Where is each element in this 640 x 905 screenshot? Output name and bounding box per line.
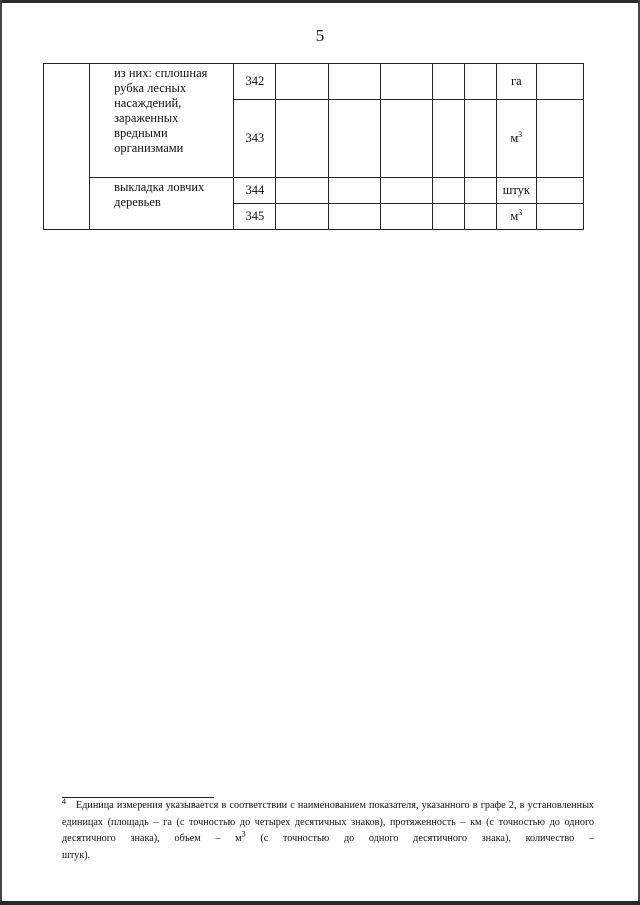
unit-label: штук: [502, 183, 530, 197]
value-cell: [464, 100, 496, 178]
indicator-name: из них: сплошная рубка лесных насаждений, зараженных вредными организмами: [90, 64, 234, 178]
scan-border-left: [0, 0, 2, 905]
value-cell: [380, 204, 432, 230]
scan-border-top: [0, 0, 640, 3]
value-cell: [328, 178, 380, 204]
unit-label: га: [510, 74, 522, 88]
footnote-line: в установленных единицах (площадь – га (с точностью до четырех десятичных знаков), протяженность – км: [62, 800, 595, 828]
value-cell: [432, 178, 464, 204]
value-cell: [276, 64, 328, 100]
footnote-exponent: 3: [241, 829, 246, 839]
value-cell: [432, 100, 464, 178]
unit-exponent: 3: [518, 129, 523, 139]
footnote: [62, 798, 594, 864]
value-cell: [380, 100, 432, 178]
value-cell: [276, 178, 328, 204]
value-cell: [432, 64, 464, 100]
scan-border-bottom: [0, 901, 640, 905]
row-code: 344: [234, 178, 276, 204]
indicator-name: выкладка ловчих деревьев: [90, 178, 234, 230]
unit-cell: [496, 100, 536, 178]
indicator-table: [43, 63, 584, 230]
value-cell: [464, 204, 496, 230]
value-cell: [276, 204, 328, 230]
row-code: 342: [234, 64, 276, 100]
unit-label: м: [510, 131, 519, 145]
value-cell: [464, 178, 496, 204]
table-row: [44, 64, 584, 100]
footnote-mark: 4: [62, 796, 66, 806]
value-cell: [432, 204, 464, 230]
value-cell: [276, 100, 328, 178]
footnote-line: (с точностью до одного десятичного знака), количество –: [245, 833, 595, 844]
unit-cell: [496, 178, 536, 204]
value-cell: [380, 178, 432, 204]
value-cell: [380, 64, 432, 100]
footnote-line: Единица измерения указывается в соответствии с наименованием показателя, указанного в графе 2,: [76, 800, 517, 811]
footnote-line: (с точностью до одного десятичного знака), объем – м: [62, 816, 595, 844]
value-cell: [464, 64, 496, 100]
group-cell: [44, 64, 90, 230]
unit-cell: [496, 204, 536, 230]
value-cell: [536, 204, 583, 230]
table-row: [44, 178, 584, 204]
value-cell: [328, 204, 380, 230]
value-cell: [536, 64, 583, 100]
row-code: 343: [234, 100, 276, 178]
footnote-line: штук).: [62, 849, 91, 861]
row-code: 345: [234, 204, 276, 230]
value-cell: [536, 178, 583, 204]
value-cell: [328, 100, 380, 178]
page-number: 5: [315, 26, 325, 45]
unit-label: м: [510, 209, 519, 223]
value-cell: [328, 64, 380, 100]
unit-exponent: 3: [518, 207, 523, 217]
value-cell: [536, 100, 583, 178]
unit-cell: [496, 64, 536, 100]
